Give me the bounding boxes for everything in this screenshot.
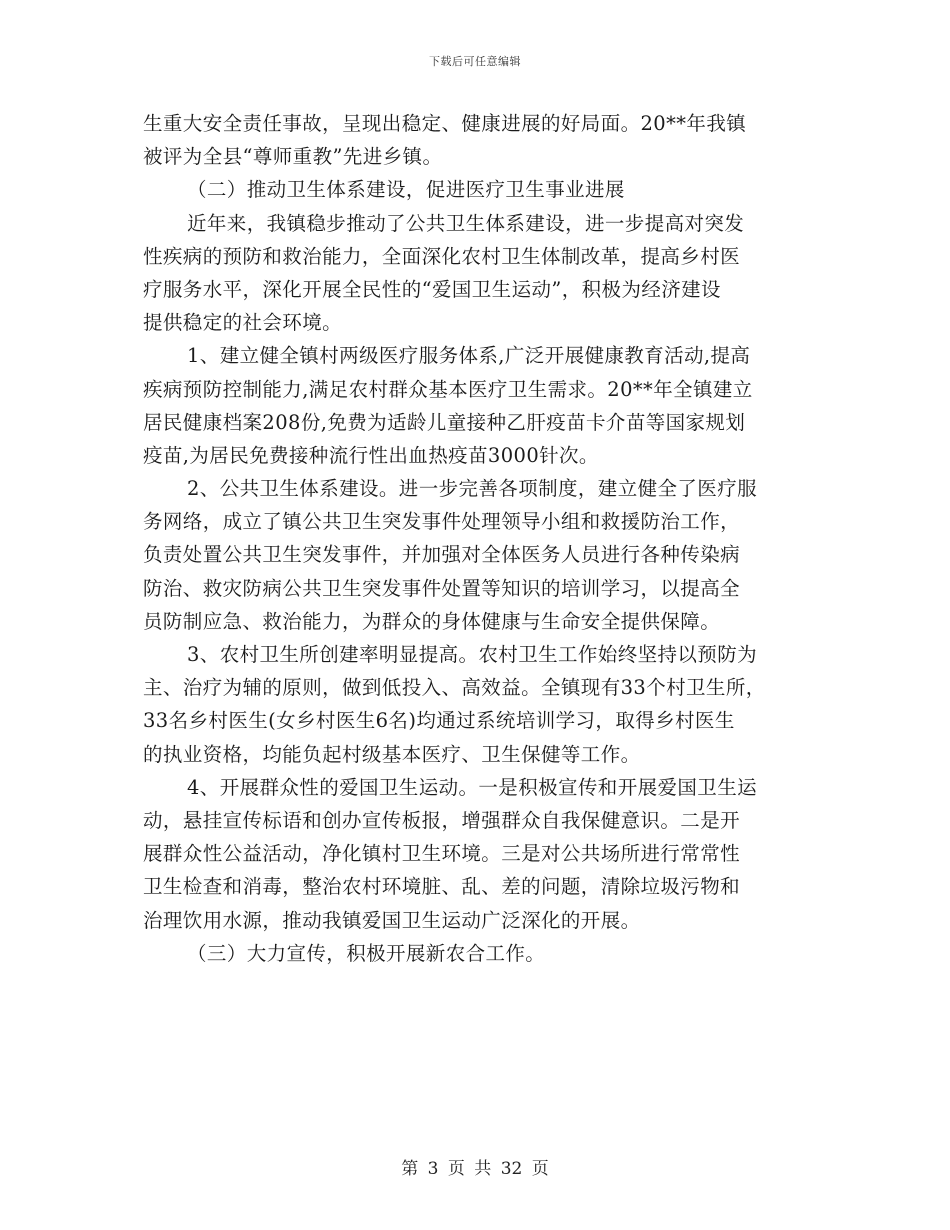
paragraph-line: 主、治疗为辅的原则，做到低投入、高效益。全镇现有33个村卫生所，	[143, 676, 766, 700]
paragraph-line: 员防制应急、救治能力，为群众的身体健康与生命安全提供保障。	[143, 609, 721, 633]
paragraph-line: 2、公共卫生体系建设。进一步完善各项制度，建立健全了医疗服	[187, 477, 758, 501]
paragraph-line: 性疾病的预防和救治能力，全面深化农村卫生体制改革，提高乡村医	[143, 244, 741, 268]
paragraph-line: 展群众性公益活动，净化镇村卫生环境。三是对公共场所进行常常性	[143, 842, 741, 866]
paragraph-line: 防治、救灾防病公共卫生突发事件处置等知识的培训学习，以提高全	[143, 576, 741, 600]
paragraph-line: 3、农村卫生所创建率明显提高。农村卫生工作始终坚持以预防为	[187, 643, 758, 666]
paragraph-line: 生重大安全责任事故，呈现出稳定、健康进展的好局面。20**年我镇	[143, 112, 747, 135]
paragraph-line: 1、建立健全镇村两级医疗服务体系,广泛开展健康教育活动,提高	[187, 344, 751, 368]
header-note: 下载后可任意编辑	[429, 55, 521, 68]
paragraph-line: 动，悬挂宣传标语和创办宣传板报，增强群众自我保健意识。二是开	[143, 808, 741, 832]
paragraph-line: 近年来，我镇稳步推动了公共卫生体系建设，进一步提高对突发	[187, 211, 745, 235]
paragraph-line: 疗服务水平，深化开展全民性的“爱国卫生运动”，积极为经济建设	[143, 277, 721, 301]
section-heading: （三）大力宣传，积极开展新农合工作。	[187, 941, 546, 965]
paragraph-line: 治理饮用水源，推动我镇爱国卫生运动广泛深化的开展。	[143, 908, 641, 932]
paragraph-line: 33名乡村医生(女乡村医生6名)均通过系统培训学习，取得乡村医生	[143, 709, 735, 733]
paragraph-line: 提供稳定的社会环境。	[143, 311, 343, 335]
paragraph-line: 4、开展群众性的爱国卫生运动。一是积极宣传和开展爱国卫生运	[187, 775, 758, 799]
page-number: 第 3 页 共 32 页	[401, 1159, 549, 1179]
document-body	[143, 107, 811, 970]
paragraph-line: 疫苗,为居民免费接种流行性出血热疫苗3000针次。	[143, 443, 599, 467]
paragraph-line: 被评为全县“尊师重教”先进乡镇。	[143, 145, 443, 169]
paragraph-line: 疾病预防控制能力,满足农村群众基本医疗卫生需求。20**年全镇建立	[143, 377, 753, 401]
paragraph-line: 务网络，成立了镇公共卫生突发事件处理领导小组和救援防治工作，	[143, 510, 741, 534]
paragraph-line: 负责处置公共卫生突发事件，并加强对全体医务人员进行各种传染病	[143, 543, 741, 567]
paragraph-line: 卫生检查和消毒，整治农村环境脏、乱、差的问题，清除垃圾污物和	[143, 875, 741, 899]
section-heading: （二）推动卫生体系建设，促进医疗卫生事业进展	[187, 178, 625, 202]
paragraph-line: 的执业资格，均能负起村级基本医疗、卫生保健等工作。	[143, 742, 641, 766]
paragraph-line: 居民健康档案208份,免费为适龄儿童接种乙肝疫苗卡介苗等国家规划	[143, 410, 746, 434]
